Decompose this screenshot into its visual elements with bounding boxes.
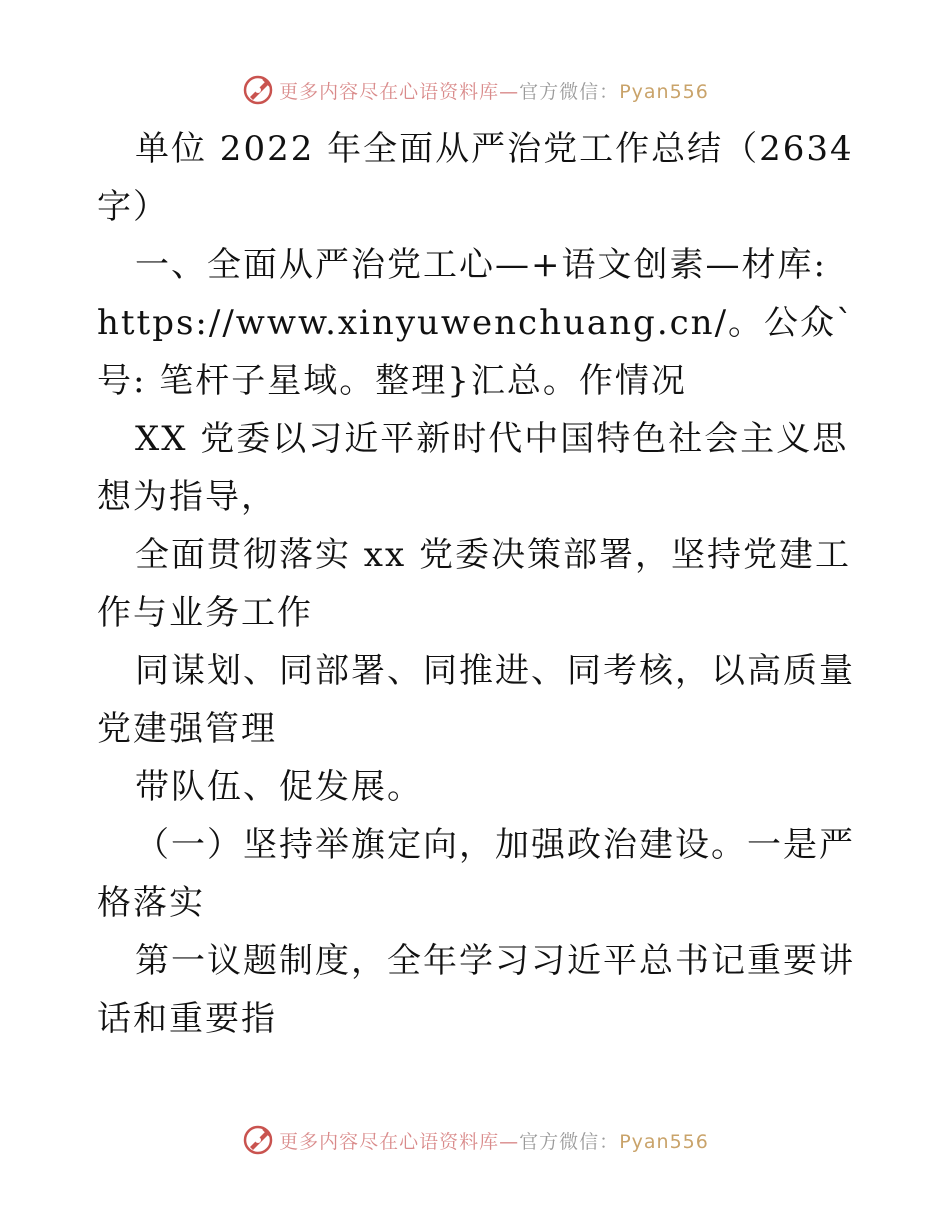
- paragraph: XX 党委以习近平新时代中国特色社会主义思想为指导，: [97, 419, 849, 517]
- paragraph: 第一议题制度，全年学习习近平总书记重要讲话和重要指: [97, 941, 855, 1039]
- paragraph: 全面贯彻落实 xx 党委决策部署，坚持党建工作与业务工作: [97, 535, 851, 633]
- header-watermark-text: 更多内容尽在心语资料库—官方微信：Pyan556: [279, 80, 709, 103]
- footer-watermark: [0, 1120, 950, 1160]
- quill-emblem-icon: [241, 73, 275, 107]
- paragraph: 同谋划、同部署、同推进、同考核，以高质量党建强管理: [97, 651, 855, 749]
- footer-watermark-text: 更多内容尽在心语资料库—官方微信：Pyan556: [279, 1130, 709, 1153]
- paragraph: （一）坚持举旗定向，加强政治建设。一是严格落实: [97, 825, 855, 923]
- quill-emblem-icon: [241, 1123, 275, 1157]
- document-title: 单位 2022 年全面从严治党工作总结（2634字）: [97, 129, 854, 227]
- paragraph: 一、全面从严治党工心—+语文创素—材库: https://www.xinyuwenchuang.cn/。公众`号: 笔杆子星域。整理}汇总。作情况: [97, 245, 856, 401]
- document-body: [97, 120, 857, 1048]
- paragraph: 带队伍、促发展。: [135, 767, 423, 807]
- header-watermark: [0, 70, 950, 110]
